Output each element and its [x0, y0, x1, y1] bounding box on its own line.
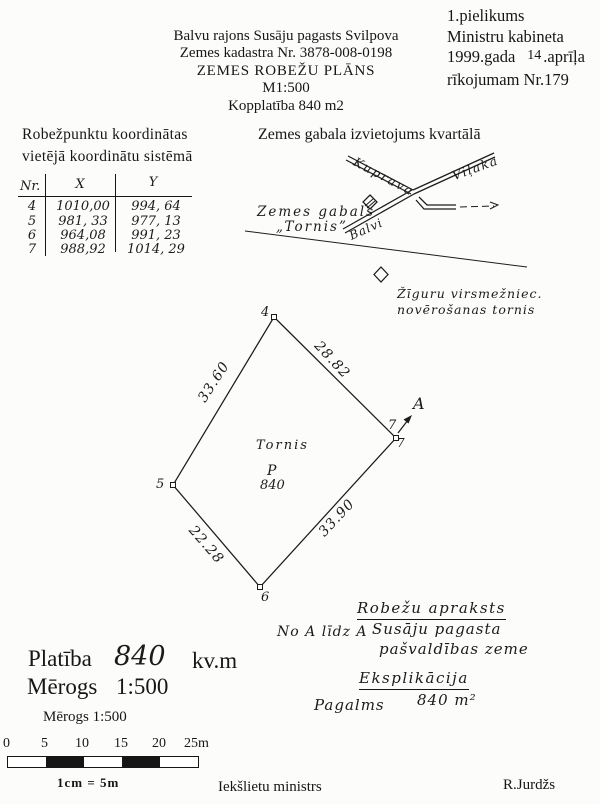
row-nr: 6	[27, 228, 37, 243]
sketch-parcel-label-1: Zemes gabals	[257, 204, 376, 220]
sketch-title: Zemes gabala izvietojums kvartālā	[258, 126, 481, 143]
side-length-4-5: 33.60	[195, 358, 233, 406]
road-label-balvi: Balvi	[347, 215, 386, 243]
parcel-area: 840	[260, 478, 285, 493]
parcel-p-symbol: P	[267, 463, 277, 479]
road-east-branch-lines	[416, 197, 498, 209]
row-x: 981, 33	[58, 214, 108, 229]
date-year: 1999.gada	[447, 47, 516, 66]
column-header-y: Y	[148, 175, 158, 190]
document-header	[166, 28, 406, 115]
row-nr: 5	[27, 214, 37, 229]
row-nr: 4	[27, 199, 37, 214]
area-label: Platība	[28, 646, 92, 671]
scale-small-label: Mērogs 1:500	[43, 709, 127, 725]
header-total-area: Kopplatība 840 m2	[228, 97, 344, 114]
explication-title: Eksplikācija	[359, 669, 469, 690]
explication-item: Pagalms	[314, 696, 385, 714]
ruler-tick-0: 0	[3, 736, 10, 751]
table-row	[18, 214, 193, 228]
date-line	[447, 47, 585, 70]
boundary-owner-2: pašvaldības zeme	[379, 640, 529, 658]
vertex-label-5: 5	[156, 477, 165, 492]
minister-title: Iekšlietu ministrs	[218, 779, 322, 795]
page-title: ZEMES ROBEŽU PLĀNS	[196, 62, 376, 79]
vertex-label-7: 7	[388, 418, 397, 433]
row-y: 1014, 29	[127, 242, 185, 257]
scale-bar-segment	[122, 757, 160, 767]
row-y: 994, 64	[131, 199, 181, 214]
row-x: 1010,00	[56, 199, 110, 214]
row-y: 977, 13	[131, 214, 181, 229]
table-row	[18, 228, 193, 242]
scale-value: 1:500	[116, 674, 169, 699]
scale-bar-segment	[160, 757, 198, 767]
scale-bar-segment	[46, 757, 84, 767]
area-value: 840	[114, 641, 166, 672]
scale-bar-segment	[84, 757, 122, 767]
date-day: 14	[527, 48, 542, 63]
tower-note-2: novērošanas tornis	[397, 302, 536, 317]
sketch-parcel-label-2: „Tornis”	[276, 219, 348, 235]
vertex-label-6: 6	[261, 590, 270, 605]
direction-a-label: A	[413, 394, 425, 413]
row-x: 964,08	[60, 228, 106, 243]
header-scale: M1:500	[262, 80, 310, 97]
side-length-5-6: 22.28	[185, 522, 227, 568]
direction-a-arrow	[398, 415, 412, 433]
minister-signature-name: R.Jurdžs	[503, 777, 556, 793]
road-label-vilaka: Viļaka	[450, 152, 501, 184]
coords-table-title-2: vietējā koordinātu sistēmā	[22, 148, 193, 165]
column-header-nr: Nr.	[20, 179, 41, 194]
scale-label: Mērogs	[27, 674, 98, 699]
cabinet-line: Ministru kabineta	[447, 26, 564, 46]
column-header-x: X	[75, 177, 85, 192]
area-unit: kv.m	[192, 648, 238, 673]
row-nr: 7	[27, 242, 37, 257]
table-row	[18, 242, 193, 256]
road-label-kuprava: Kuprava	[350, 154, 418, 199]
row-x: 988,92	[60, 242, 106, 257]
sketch-boundary-line	[245, 231, 527, 267]
header-cadastre-number: Zemes kadastra Nr. 3878-008-0198	[179, 45, 393, 62]
scale-bar	[7, 756, 199, 768]
parcel-name: Tornis	[256, 438, 309, 453]
side-length-4-7: 28.82	[310, 338, 354, 382]
scale-bar-segment	[8, 757, 46, 767]
explication-item-area: 840 m²	[417, 691, 477, 709]
side-length-6-7: 33.90	[315, 496, 359, 540]
vertex-label-4: 4	[261, 305, 270, 320]
tower-note-1: Žīguru virsmežniec.	[397, 286, 543, 301]
ruler-tick-20: 20	[152, 736, 166, 751]
ruler-tick-5: 5	[41, 736, 48, 751]
scale-ratio-note: 1cm = 5m	[57, 775, 120, 790]
annex-reference-block	[447, 6, 585, 90]
boundary-owner-1: Susāju pagasta	[372, 620, 502, 638]
date-month: .aprīļa	[543, 47, 585, 66]
header-location: Balvu rajons Susāju pagasts Svilpova	[173, 28, 399, 44]
annex-line: 1.pielikums	[447, 6, 525, 25]
table-header-rule	[18, 196, 192, 197]
tower-diamond-symbol	[374, 267, 388, 282]
table-row	[18, 199, 193, 213]
order-line: rīkojumam Nr.179	[447, 69, 569, 89]
row-y: 991, 23	[131, 228, 181, 243]
ruler-tick-25: 25m	[184, 736, 209, 751]
coords-table-title-1: Robežpunktu koordinātas	[22, 126, 188, 143]
ruler-tick-10: 10	[75, 736, 89, 751]
ruler-tick-15: 15	[114, 736, 128, 751]
boundary-range: No A līdz A	[277, 624, 368, 640]
boundary-description-title: Robežu apraksts	[357, 599, 506, 620]
vertex-label-7-handwritten: 7	[397, 436, 405, 450]
